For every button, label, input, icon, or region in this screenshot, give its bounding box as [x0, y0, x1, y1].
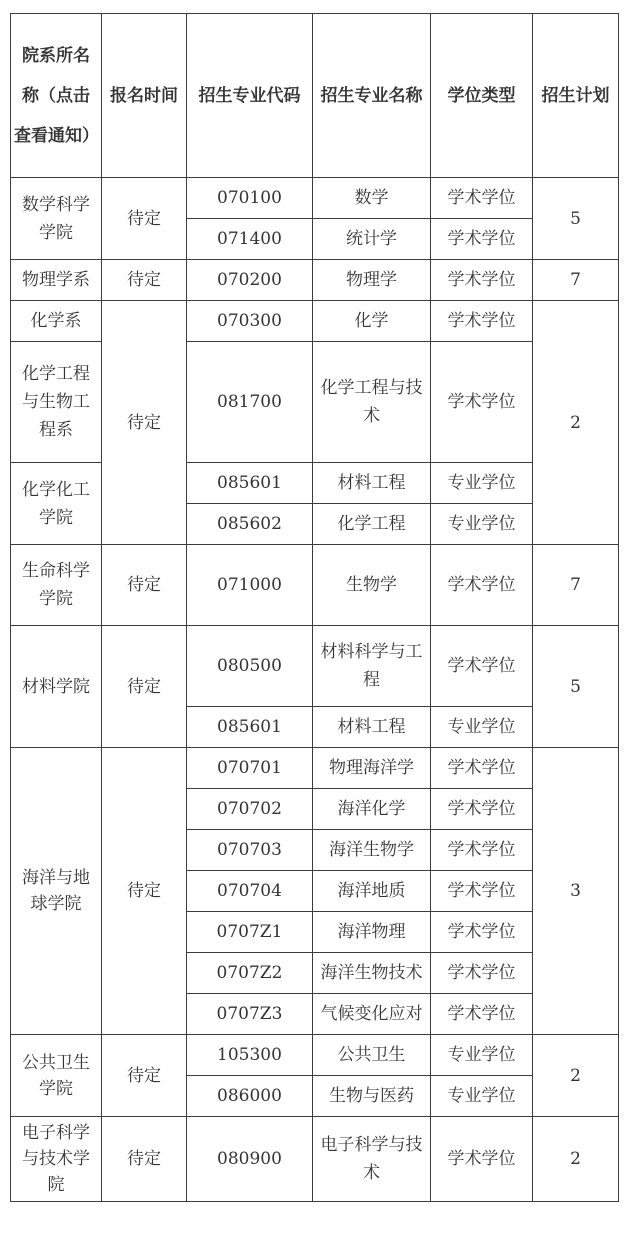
plan-cell: 5	[533, 626, 619, 748]
code-cell: 070701	[187, 748, 313, 789]
degree-cell: 学术学位	[431, 953, 533, 994]
code-cell: 070100	[187, 178, 313, 219]
dept-link[interactable]: 化学系	[11, 301, 102, 342]
dept-link[interactable]: 生命科学学院	[11, 545, 102, 626]
major-cell: 统计学	[313, 219, 431, 260]
major-cell: 材料工程	[313, 463, 431, 504]
degree-cell: 学术学位	[431, 912, 533, 953]
dept-link[interactable]: 材料学院	[11, 626, 102, 748]
code-cell: 085601	[187, 707, 313, 748]
major-cell: 物理学	[313, 260, 431, 301]
header-dept[interactable]: 院系所名称（点击查看通知）	[11, 14, 102, 178]
degree-cell: 学术学位	[431, 626, 533, 707]
table-row	[11, 301, 619, 342]
header-code: 招生专业代码	[187, 14, 313, 178]
major-cell: 数学	[313, 178, 431, 219]
time-cell: 待定	[102, 260, 187, 301]
degree-cell: 学术学位	[431, 545, 533, 626]
code-cell: 071000	[187, 545, 313, 626]
table-row	[11, 1035, 619, 1076]
code-cell: 080500	[187, 626, 313, 707]
dept-link[interactable]: 数学科学学院	[11, 178, 102, 260]
table-row	[11, 260, 619, 301]
degree-cell: 学术学位	[431, 178, 533, 219]
code-cell: 070702	[187, 789, 313, 830]
code-cell: 070200	[187, 260, 313, 301]
degree-cell: 学术学位	[431, 342, 533, 463]
table-row	[11, 178, 619, 219]
degree-cell: 专业学位	[431, 1035, 533, 1076]
table-row	[11, 626, 619, 707]
major-cell: 海洋生物学	[313, 830, 431, 871]
plan-cell: 5	[533, 178, 619, 260]
major-cell: 化学	[313, 301, 431, 342]
major-cell: 海洋物理	[313, 912, 431, 953]
header-major: 招生专业名称	[313, 14, 431, 178]
time-cell: 待定	[102, 1035, 187, 1117]
plan-cell: 7	[533, 545, 619, 626]
degree-cell: 学术学位	[431, 1117, 533, 1202]
header-degree: 学位类型	[431, 14, 533, 178]
major-cell: 化学工程与技术	[313, 342, 431, 463]
degree-cell: 专业学位	[431, 504, 533, 545]
table-row	[11, 748, 619, 789]
plan-cell: 7	[533, 260, 619, 301]
dept-link[interactable]: 公共卫生学院	[11, 1035, 102, 1117]
major-cell: 生物学	[313, 545, 431, 626]
time-cell: 待定	[102, 1117, 187, 1202]
major-cell: 海洋地质	[313, 871, 431, 912]
degree-cell: 学术学位	[431, 789, 533, 830]
dept-link[interactable]: 物理学系	[11, 260, 102, 301]
code-cell: 0707Z1	[187, 912, 313, 953]
table-header-row	[11, 14, 619, 178]
degree-cell: 专业学位	[431, 463, 533, 504]
code-cell: 105300	[187, 1035, 313, 1076]
code-cell: 080900	[187, 1117, 313, 1202]
time-cell: 待定	[102, 545, 187, 626]
major-cell: 电子科学与技术	[313, 1117, 431, 1202]
time-cell: 待定	[102, 626, 187, 748]
time-cell: 待定	[102, 748, 187, 1035]
dept-link[interactable]: 电子科学与技术学院	[11, 1117, 102, 1202]
degree-cell: 学术学位	[431, 219, 533, 260]
code-cell: 0707Z3	[187, 994, 313, 1035]
major-cell: 公共卫生	[313, 1035, 431, 1076]
plan-cell: 2	[533, 1035, 619, 1117]
code-cell: 085601	[187, 463, 313, 504]
code-cell: 0707Z2	[187, 953, 313, 994]
table-row	[11, 545, 619, 626]
degree-cell: 学术学位	[431, 748, 533, 789]
code-cell: 070704	[187, 871, 313, 912]
code-cell: 071400	[187, 219, 313, 260]
code-cell: 070300	[187, 301, 313, 342]
degree-cell: 学术学位	[431, 994, 533, 1035]
dept-link[interactable]: 化学工程与生物工程系	[11, 342, 102, 463]
degree-cell: 学术学位	[431, 871, 533, 912]
code-cell: 086000	[187, 1076, 313, 1117]
code-cell: 081700	[187, 342, 313, 463]
degree-cell: 学术学位	[431, 830, 533, 871]
dept-link[interactable]: 化学化工学院	[11, 463, 102, 545]
plan-cell: 3	[533, 748, 619, 1035]
plan-cell: 2	[533, 1117, 619, 1202]
major-cell: 材料工程	[313, 707, 431, 748]
admissions-table	[10, 13, 619, 1202]
major-cell: 材料科学与工程	[313, 626, 431, 707]
code-cell: 085602	[187, 504, 313, 545]
major-cell: 化学工程	[313, 504, 431, 545]
time-cell: 待定	[102, 301, 187, 545]
header-plan: 招生计划	[533, 14, 619, 178]
major-cell: 物理海洋学	[313, 748, 431, 789]
plan-cell: 2	[533, 301, 619, 545]
time-cell: 待定	[102, 178, 187, 260]
header-time: 报名时间	[102, 14, 187, 178]
table-row	[11, 1117, 619, 1202]
degree-cell: 专业学位	[431, 707, 533, 748]
dept-link[interactable]: 海洋与地球学院	[11, 748, 102, 1035]
major-cell: 气候变化应对	[313, 994, 431, 1035]
degree-cell: 专业学位	[431, 1076, 533, 1117]
major-cell: 海洋生物技术	[313, 953, 431, 994]
major-cell: 生物与医药	[313, 1076, 431, 1117]
degree-cell: 学术学位	[431, 301, 533, 342]
code-cell: 070703	[187, 830, 313, 871]
degree-cell: 学术学位	[431, 260, 533, 301]
major-cell: 海洋化学	[313, 789, 431, 830]
